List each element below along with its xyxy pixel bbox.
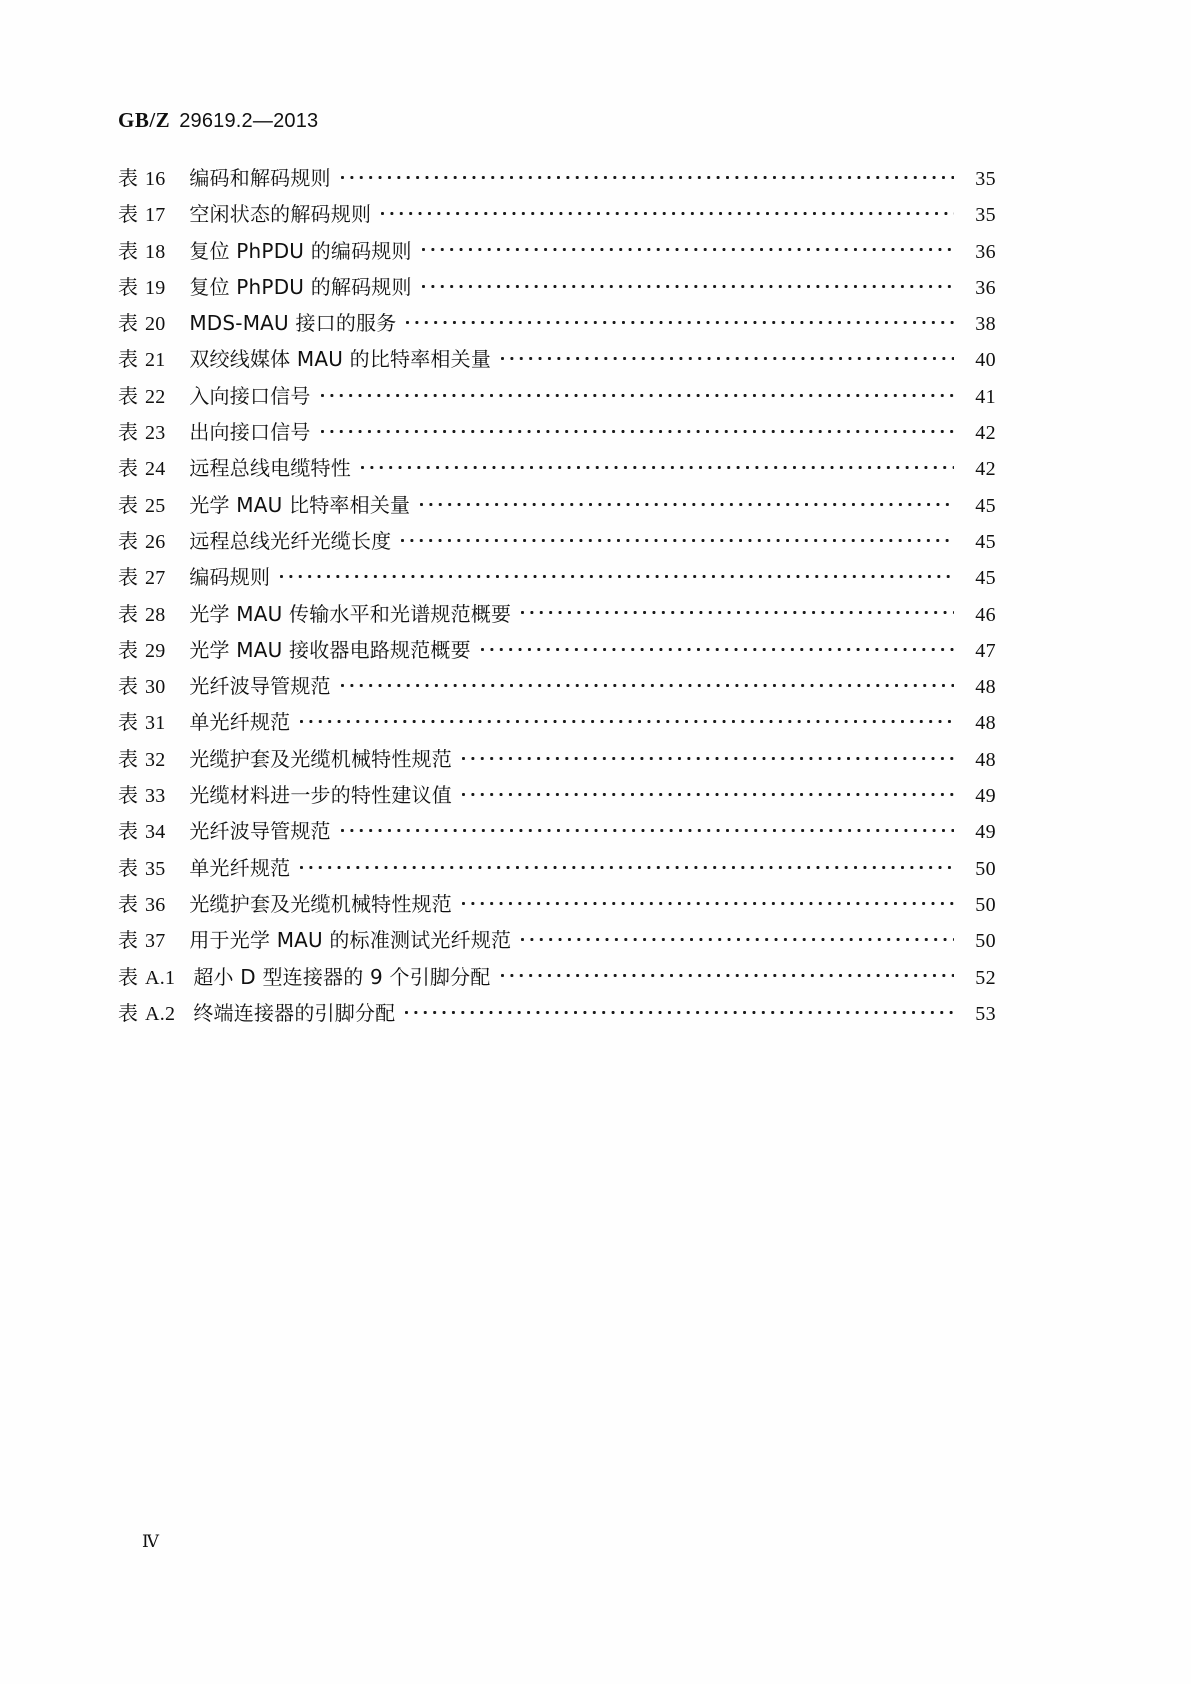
toc-entry[interactable] <box>118 198 996 234</box>
toc-entry-title: 编码规则 <box>189 565 271 590</box>
toc-entry-label <box>118 416 175 445</box>
toc-entry-title: 复位 PhPDU 的解码规则 <box>189 274 412 299</box>
toc-entry[interactable] <box>118 779 996 815</box>
toc-entry-kind: 表 <box>118 855 138 880</box>
toc-entry[interactable] <box>118 343 996 379</box>
toc-entry-number: 27 <box>145 567 166 590</box>
toc-entry[interactable] <box>118 961 996 997</box>
toc-entry-page: 48 <box>975 712 996 735</box>
toc-entry-title: 复位 PhPDU 的编码规则 <box>189 238 412 263</box>
toc-entry-page: 53 <box>975 1002 996 1025</box>
toc-entry-label <box>118 162 175 191</box>
toc-entry-number: 22 <box>145 385 166 408</box>
toc-entry-number: 20 <box>145 313 166 336</box>
toc-leader-dots <box>501 346 954 367</box>
toc-entry-page: 50 <box>975 857 996 880</box>
toc-entry-kind: 表 <box>118 601 138 626</box>
toc-entry-page: 47 <box>975 639 996 662</box>
toc-entry-kind: 表 <box>118 383 138 408</box>
toc-entry-kind: 表 <box>118 166 138 190</box>
toc-entry-kind: 表 <box>118 202 138 227</box>
toc-entry-label <box>118 706 175 735</box>
toc-entry-label <box>118 489 175 518</box>
toc-entry-page: 48 <box>975 676 996 699</box>
toc-entry-label <box>118 307 175 336</box>
toc-entry-kind: 表 <box>118 238 138 263</box>
toc-leader-dots <box>401 527 954 548</box>
page-folio: Ⅳ <box>142 1532 160 1551</box>
toc-entry-title: 用于光学 MAU 的标准测试光纤规范 <box>189 928 512 953</box>
toc-entry-number: 26 <box>145 530 166 553</box>
toc-entry-title: 出向接口信号 <box>189 420 311 445</box>
toc-entry-label <box>118 271 175 300</box>
toc-leader-dots <box>341 673 954 694</box>
toc-entry-title: 光缆护套及光缆机械特性规范 <box>189 746 452 771</box>
toc-leader-dots <box>381 201 954 222</box>
toc-entry-label <box>118 634 175 663</box>
toc-entry-label <box>118 852 175 881</box>
toc-entry-number: 30 <box>145 676 166 699</box>
toc-entry[interactable] <box>118 489 996 525</box>
toc-entry-kind: 表 <box>118 637 138 662</box>
toc-entry-number: 16 <box>145 168 166 190</box>
toc-entry-number: 18 <box>145 240 166 263</box>
toc-entry-number: 32 <box>145 748 166 771</box>
toc-leader-dots <box>422 237 954 258</box>
toc-entry-kind: 表 <box>118 746 138 771</box>
toc-entry-kind: 表 <box>118 891 138 916</box>
toc-entry-number: 21 <box>145 349 166 372</box>
toc-entry[interactable] <box>118 706 996 742</box>
toc-leader-dots <box>462 782 954 803</box>
toc-entry-kind: 表 <box>118 492 138 517</box>
toc-entry-label <box>118 452 175 481</box>
toc-entry-kind: 表 <box>118 311 138 336</box>
toc-entry-title: 空闲状态的解码规则 <box>189 202 372 227</box>
toc-entry-title: 光缆护套及光缆机械特性规范 <box>189 891 452 916</box>
toc-entry-title: 光学 MAU 传输水平和光谱规范概要 <box>189 601 512 626</box>
toc-entry-label <box>118 888 175 917</box>
toc-entry-kind: 表 <box>118 420 138 445</box>
toc-entry[interactable] <box>118 634 996 670</box>
toc-entry[interactable] <box>118 416 996 452</box>
toc-entry-number: 37 <box>145 930 166 953</box>
toc-entry-title: 光学 MAU 比特率相关量 <box>189 492 411 517</box>
toc-leader-dots <box>422 273 954 294</box>
toc-entry-label <box>118 743 175 772</box>
list-of-tables <box>118 162 996 1033</box>
toc-entry-page: 38 <box>975 313 996 336</box>
toc-entry-page: 36 <box>975 240 996 263</box>
toc-entry-number: 25 <box>145 494 166 517</box>
toc-entry-kind: 表 <box>118 565 138 590</box>
toc-entry-label <box>118 198 175 227</box>
toc-entry-number: 17 <box>145 204 166 227</box>
toc-entry[interactable] <box>118 452 996 488</box>
toc-entry-page: 40 <box>975 349 996 372</box>
toc-entry-number: 35 <box>145 857 166 880</box>
toc-entry-page: 50 <box>975 930 996 953</box>
toc-entry-label <box>118 235 175 264</box>
toc-entry-page: 42 <box>975 422 996 445</box>
toc-entry-page: 41 <box>975 385 996 408</box>
toc-entry-kind: 表 <box>118 528 138 553</box>
toc-entry[interactable] <box>118 561 996 597</box>
toc-entry-page: 49 <box>975 785 996 808</box>
toc-entry-label <box>118 598 175 627</box>
toc-leader-dots <box>501 963 955 984</box>
toc-entry-kind: 表 <box>118 456 138 481</box>
toc-entry-label <box>118 815 175 844</box>
toc-entry-title: 双绞线媒体 MAU 的比特率相关量 <box>189 347 492 372</box>
toc-entry-page: 52 <box>975 966 996 989</box>
toc-entry-kind: 表 <box>118 928 138 953</box>
toc-leader-dots <box>481 636 954 657</box>
toc-entry[interactable] <box>118 525 996 561</box>
toc-entry-page: 50 <box>975 893 996 916</box>
toc-entry-number: 28 <box>145 603 166 626</box>
toc-entry-title: 光纤波导管规范 <box>189 674 331 699</box>
toc-entry-kind: 表 <box>118 674 138 699</box>
toc-entry-title: 超小 D 型连接器的 9 个引脚分配 <box>193 964 491 989</box>
toc-entry-title: 入向接口信号 <box>189 383 311 408</box>
toc-entry-title: 光缆材料进一步的特性建议值 <box>189 783 452 808</box>
toc-entry-label <box>118 343 175 372</box>
toc-entry-title: 远程总线电缆特性 <box>189 456 351 481</box>
toc-entry[interactable] <box>118 743 996 779</box>
toc-entry-page: 49 <box>975 821 996 844</box>
toc-entry-number: 34 <box>145 821 166 844</box>
toc-leader-dots <box>300 709 954 730</box>
toc-entry-title: 光纤波导管规范 <box>189 819 331 844</box>
toc-entry-page: 46 <box>975 603 996 626</box>
toc-leader-dots <box>321 382 954 403</box>
toc-entry-title: MDS-MAU 接口的服务 <box>189 311 397 336</box>
toc-entry[interactable] <box>118 815 996 851</box>
toc-entry-label <box>118 380 175 409</box>
toc-entry-page: 36 <box>975 276 996 299</box>
toc-leader-dots <box>321 419 954 440</box>
toc-entry-number: A.2 <box>145 1002 176 1025</box>
toc-entry-label <box>118 997 175 1026</box>
toc-entry-label <box>118 924 175 953</box>
toc-entry[interactable] <box>118 162 996 198</box>
toc-entry-label <box>118 561 175 590</box>
running-header <box>118 108 318 133</box>
toc-leader-dots <box>521 600 954 621</box>
toc-entry-title: 远程总线光纤光缆长度 <box>189 528 392 553</box>
toc-entry-title: 单光纤规范 <box>189 710 291 735</box>
toc-entry-label <box>118 670 175 699</box>
toc-leader-dots <box>280 564 954 585</box>
standard-prefix: GB/Z <box>118 108 171 132</box>
toc-entry-number: 24 <box>145 458 166 481</box>
toc-entry-number: 31 <box>145 712 166 735</box>
toc-entry-page: 45 <box>975 567 996 590</box>
toc-entry-kind: 表 <box>118 819 138 844</box>
toc-entry-label <box>118 525 175 554</box>
toc-entry-number: 23 <box>145 422 166 445</box>
toc-leader-dots <box>462 745 954 766</box>
toc-entry-kind: 表 <box>118 274 138 299</box>
toc-leader-dots <box>300 854 954 875</box>
toc-entry-page: 35 <box>975 168 996 190</box>
toc-leader-dots <box>521 927 954 948</box>
toc-entry-page: 45 <box>975 494 996 517</box>
toc-entry-number: 36 <box>145 893 166 916</box>
toc-entry-number: 33 <box>145 785 166 808</box>
toc-entry-page: 35 <box>975 204 996 227</box>
toc-entry[interactable] <box>118 924 996 960</box>
toc-entry-kind: 表 <box>118 347 138 372</box>
toc-entry[interactable] <box>118 598 996 634</box>
toc-entry[interactable] <box>118 271 996 307</box>
toc-entry[interactable] <box>118 307 996 343</box>
toc-entry-title: 终端连接器的引脚分配 <box>193 1000 396 1025</box>
toc-leader-dots <box>361 455 954 476</box>
toc-leader-dots <box>341 818 954 839</box>
toc-entry-number: 29 <box>145 639 166 662</box>
toc-entry-page: 42 <box>975 458 996 481</box>
toc-entry-label <box>118 961 175 990</box>
standard-number: 29619.2—2013 <box>179 110 319 132</box>
toc-entry-kind: 表 <box>118 783 138 808</box>
toc-entry[interactable] <box>118 235 996 271</box>
toc-entry[interactable] <box>118 670 996 706</box>
toc-entry-page: 45 <box>975 530 996 553</box>
toc-leader-dots <box>420 491 954 512</box>
toc-entry[interactable] <box>118 852 996 888</box>
toc-entry-kind: 表 <box>118 1000 138 1025</box>
toc-entry-number: A.1 <box>145 966 176 989</box>
toc-entry[interactable] <box>118 997 996 1033</box>
toc-entry[interactable] <box>118 888 996 924</box>
toc-entry-kind: 表 <box>118 964 138 989</box>
toc-entry[interactable] <box>118 380 996 416</box>
toc-entry-title: 单光纤规范 <box>189 855 291 880</box>
toc-leader-dots <box>405 999 954 1020</box>
toc-entry-page: 48 <box>975 748 996 771</box>
toc-leader-dots <box>406 310 954 331</box>
toc-entry-kind: 表 <box>118 710 138 735</box>
toc-entry-title: 光学 MAU 接收器电路规范概要 <box>189 637 471 662</box>
toc-entry-title: 编码和解码规则 <box>189 166 331 190</box>
toc-leader-dots <box>462 890 954 911</box>
toc-entry-label <box>118 779 175 808</box>
toc-entry-number: 19 <box>145 276 166 299</box>
toc-leader-dots <box>341 165 954 186</box>
